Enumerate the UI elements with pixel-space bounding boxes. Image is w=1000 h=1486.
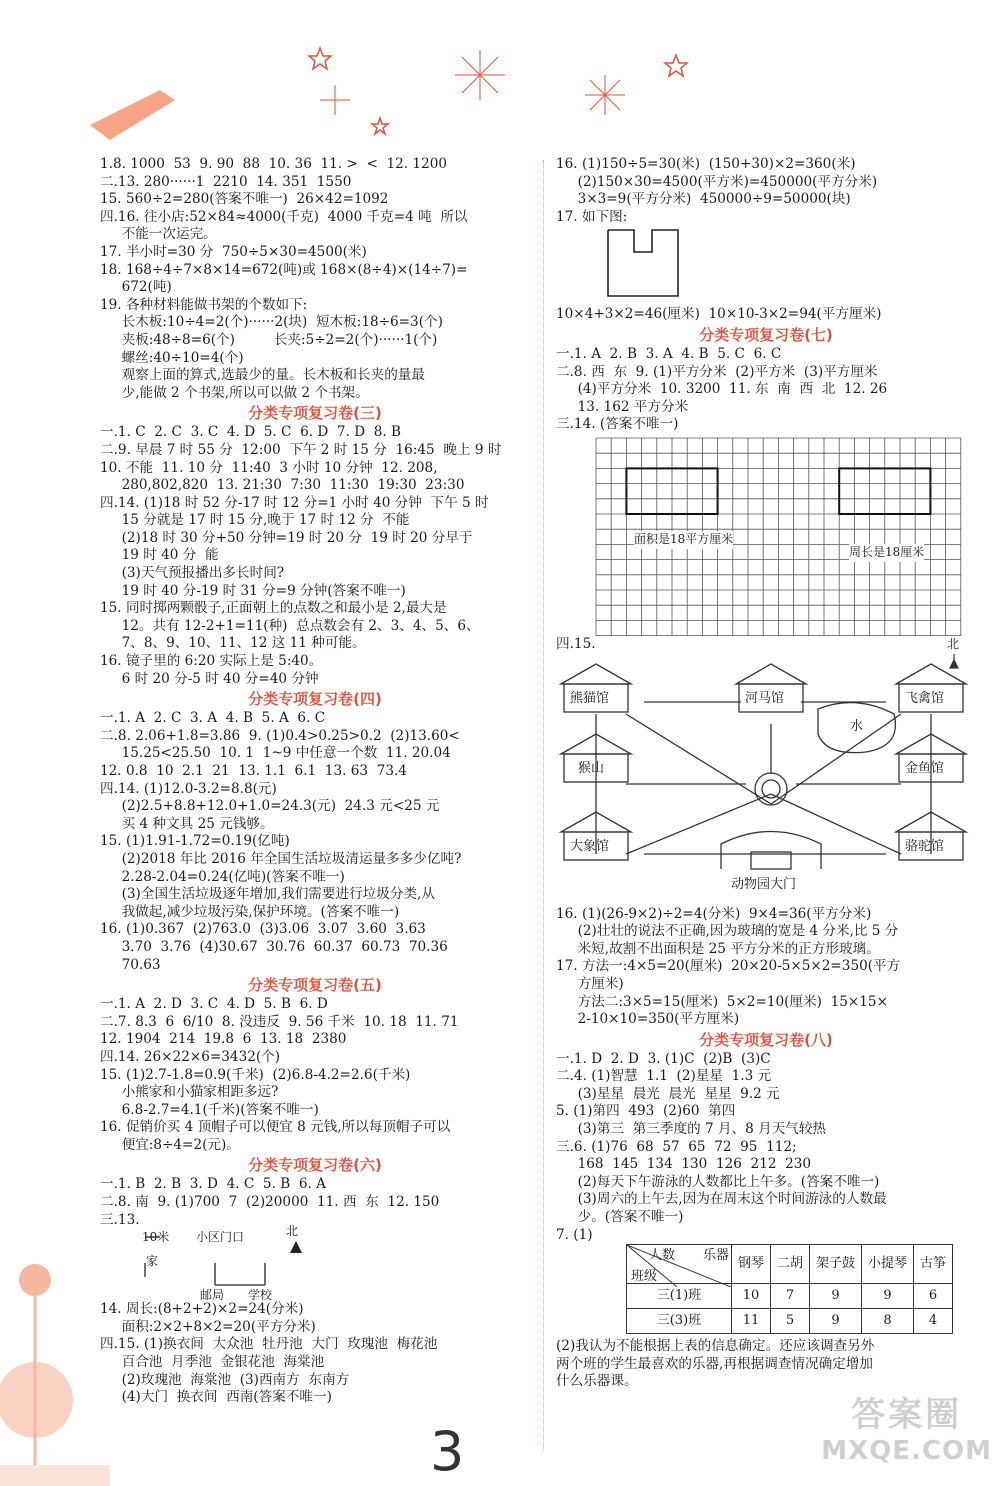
answer-line: 15. 同时掷两颗骰子,正面朝上的点数之和最小是 2,最大是	[100, 600, 447, 617]
map-gate-label: 小区门口	[196, 1230, 245, 1245]
answer-line: 三.13.	[100, 1211, 140, 1228]
section-title: 分类专项复习卷(四)	[248, 690, 382, 709]
table-cell: 9	[810, 1284, 862, 1309]
answer-line: 一.1. B 2. B 3. D 4. C 5. B 6. A	[100, 1176, 326, 1193]
answer-line: (3)星星 晨光 晨光 星星 9.2 元	[556, 1085, 780, 1102]
answer-line: 二.13. 280······1 2210 14. 351 1550	[100, 173, 352, 190]
grid-figure	[556, 434, 976, 636]
answer-line: 少,能做 2 个书架,所以可以做 2 个书架。	[100, 384, 369, 401]
answer-line: 16. 促销价买 4 顶帽子可以便宜 8 元钱,所以每顶帽子可以	[100, 1119, 451, 1136]
north-label: 北	[947, 636, 960, 651]
answer-line: 7、8、9、10、11、12 这 11 种可能。	[100, 635, 366, 652]
answer-line: (2)2018 年比 2016 年全国生活垃圾清运量多多少亿吨?	[100, 850, 462, 867]
section-title: 分类专项复习卷(五)	[248, 976, 382, 995]
answer-line: (2)玫瑰池 海棠池 (3)西南方 东南方	[100, 1371, 350, 1388]
section-title: 分类专项复习卷(六)	[248, 1156, 382, 1175]
answer-line: (3)第三 第三季度的 7 月、8 月天气较热	[556, 1121, 827, 1138]
q17-formula: 10×4+3×2=46(厘米) 10×10-3×2=94(平方厘米)	[556, 306, 882, 323]
answer-line: 17. 方法一:4×5=20(厘米) 20×20-5×5×2=350(平方	[556, 958, 901, 975]
answer-line: (2)2.5+8.8+12.0+1.0=24.3(元) 24.3 元<25 元	[100, 798, 440, 815]
column-divider	[543, 160, 544, 1450]
table-cell: 8	[862, 1309, 914, 1334]
answer-line: 15. (1)2.7-1.8=0.9(千米) (2)6.8-4.2=2.6(千米)	[100, 1066, 411, 1083]
answer-line: 二.4. (1)智慧 1.1 (2)星星 1.3 元	[556, 1068, 772, 1085]
table-header: 钢琴	[732, 1245, 771, 1284]
answer-line: 二.8. 南 9. (1)700 7 (2)20000 11. 西 东 12. 150	[100, 1194, 440, 1211]
answer-line: 6.8-2.7=4.1(千米)(答案不唯一)	[100, 1101, 319, 1118]
instrument-table	[626, 1244, 953, 1334]
answer-line: 一.1. C 2. C 3. C 4. D 5. C 6. D 7. D 8. B	[100, 424, 402, 441]
answer-line: 12. 1904 214 19.8 6 13. 18 2380	[100, 1031, 347, 1048]
zoo-gate-label: 动物园大门	[731, 876, 797, 892]
q17-shape-figure	[556, 226, 976, 306]
answer-line: 三.14. (答案不唯一)	[556, 416, 679, 433]
watermark-line2: MXQE.COM	[821, 1436, 992, 1466]
watermark-line1: 答案圈	[851, 1395, 963, 1435]
answer-line: 168 145 134 130 126 212 230	[556, 1156, 812, 1173]
answer-line: (2)我认为不能根据上表的信息确定。还应该调查另外	[556, 1338, 875, 1355]
answer-line: 夹板:48÷8=6(个) 长夹:5÷2=2(个)······1(个)	[100, 331, 438, 348]
zoo-building-panda: 熊猫馆	[570, 690, 610, 706]
left-column	[100, 156, 530, 1407]
answer-line: 什么乐器课。	[556, 1373, 638, 1390]
table-cell: 4	[914, 1309, 953, 1334]
answer-line: 长木板:10÷4=2(个)······2(块) 短木板:18÷6=3(个)	[100, 314, 443, 331]
answer-line: 7. (1)	[556, 1226, 593, 1243]
grid-area-label: 面积是18平方厘米	[634, 531, 733, 549]
table-header: 架子鼓	[810, 1245, 862, 1284]
corner-bottom: 班级	[631, 1268, 658, 1284]
table-cell: 6	[914, 1284, 953, 1309]
answer-line: 少。(答案不唯一)	[556, 1209, 684, 1226]
answer-line: 672(吨)	[100, 279, 172, 296]
answer-line: 16. (1)150÷5=30(米) (150+30)×2=360(米)	[556, 156, 856, 172]
table-cell: 三(1)班	[627, 1284, 732, 1309]
answer-line: 1.8. 1000 53 9. 90 88 10. 36 11. > < 12. 1200	[100, 156, 448, 172]
answer-line: (2)每天下午游泳的人数都比上午多。(答案不唯一)	[556, 1173, 880, 1190]
answer-line: (4)平方分米 10. 3200 11. 东 南 西 北 12. 26	[556, 381, 888, 398]
firework-icon	[320, 50, 625, 115]
answer-line: 二.9. 早晨 7 时 55 分 12:00 下午 2 时 15 分 16:45 晚上 9 时	[100, 441, 502, 458]
answer-line: 280,802,820 13. 21:30 7:30 11:30 19:30 23:30	[100, 477, 465, 494]
answer-line: 3.70 3.76 (4)30.67 30.76 60.37 60.73 70.36	[100, 938, 448, 955]
table-corner-cell	[627, 1245, 732, 1284]
answer-line: 螺丝:40÷10=4(个)	[100, 349, 244, 366]
map-home-label: 家	[146, 1254, 159, 1269]
answer-line: 一.1. D 2. D 3. (1)C (2)B (3)C	[556, 1050, 771, 1067]
answer-line: 买 4 种文具 25 元钱够。	[100, 815, 274, 832]
answer-line: (4)大门 换衣间 西南(答案不唯一)	[100, 1389, 332, 1406]
section-title: 分类专项复习卷(三)	[248, 404, 382, 423]
answer-line: 16. (1)(26-9×2)÷2=4(分米) 9×4=36(平方分米)	[556, 905, 872, 922]
table-cell: 7	[771, 1284, 810, 1309]
answer-line: 14. 周长:(8+2+2)×2=24(分米)	[100, 1301, 304, 1318]
table-cell: 9	[862, 1284, 914, 1309]
answer-line: 19 时 40 分-19 时 31 分=9 分钟(答案不唯一)	[100, 582, 406, 599]
table-cell: 11	[732, 1309, 771, 1334]
table-cell: 三(3)班	[627, 1309, 732, 1334]
zoo-building-camel: 骆驼馆	[905, 838, 945, 854]
answer-line: 16. 镜子里的 6:20 实际上是 5:40。	[100, 653, 323, 670]
section-title-8: 分类专项复习卷(八)	[699, 1030, 833, 1049]
answer-line: 15. (1)1.91-1.72=0.19(亿吨)	[100, 833, 290, 850]
answer-line: 四.14. (1)18 时 52 分-17 时 12 分=1 小时 40 分钟 下午 5 时	[100, 494, 489, 511]
right-column	[556, 156, 976, 1391]
zoo-building-hippo: 河马馆	[745, 690, 785, 706]
answer-line: 米短,故割不出面积是 25 平方分米的正方形玻璃。	[556, 940, 880, 957]
answer-line: 6 时 20 分-5 时 40 分=40 分钟	[100, 670, 319, 687]
answer-line: 百合池 月季池 金银花池 海棠池	[100, 1354, 325, 1371]
answer-line: 12。共有 12-2+1=11(种) 总点数会有 2、3、4、5、6、	[100, 617, 480, 634]
page-number: 3	[430, 1420, 465, 1483]
answer-line: 一.1. A 2. D 3. C 4. D 5. B 6. D	[100, 996, 328, 1013]
answer-line: 不能一次运完。	[100, 226, 217, 243]
answer-line: 17. 如下图:	[556, 208, 628, 225]
answer-line: (3)天气预报播出多长时间?	[100, 565, 285, 582]
map-school-label: 学校	[248, 1288, 273, 1303]
answer-line: 13. 162 平方分米	[556, 398, 689, 415]
table-cell: 9	[810, 1309, 862, 1334]
zoo-building-goldfish: 金鱼馆	[905, 760, 945, 776]
answer-line: 一.1. A 2. B 3. A 4. B 5. C 6. C	[556, 345, 782, 362]
table-header: 小提琴	[862, 1245, 914, 1284]
answer-line: 我做起,减少垃圾污染,保护环境。(答案不唯一)	[100, 903, 400, 920]
answer-line: 四.14. (1)12.0-3.2=8.8(元)	[100, 780, 277, 797]
table-header: 二胡	[771, 1245, 810, 1284]
answer-line: 15.25<25.50 10. 1 1~9 中任意一个数 11. 20.04	[100, 745, 451, 762]
answer-line: 19 时 40 分 能	[100, 547, 219, 564]
answer-line: 二.7. 8.3 6 6/10 8. 没违反 9. 56 千米 10. 18 11. 71	[100, 1013, 459, 1030]
answer-line: 小熊家和小猫家相距多远?	[100, 1084, 279, 1101]
neighborhood-map	[100, 1224, 530, 1303]
answer-line: 四.15. (1)换衣间 大众池 牡丹池 大门 玫瑰池 梅花池	[100, 1336, 438, 1353]
windmill-decoration	[0, 1240, 110, 1486]
answer-line: 3×3=9(平方分米) 450000÷9=50000(块)	[556, 191, 851, 208]
answer-line: 12. 0.8 10 2.1 21 13. 1.1 6.1 13. 63 73.4	[100, 763, 407, 779]
corner-top: 人数	[649, 1248, 676, 1264]
answer-line: 方法二:3×5=15(厘米) 5×2=10(厘米) 15×15×	[556, 993, 888, 1010]
answer-line: 二.8. 2.06+1.8=3.86 9. (1)0.4>0.25>0.2 (2)13.60<	[100, 727, 460, 744]
grid-perimeter-label: 周长是18厘米	[849, 544, 924, 562]
answer-line: 便宜:8÷4=2(元)。	[100, 1136, 240, 1153]
answer-line: 70.63	[100, 956, 161, 973]
answer-line: (2)150×30=4500(平方米)=450000(平方分米)	[556, 173, 878, 190]
answer-line: 15 分就是 17 时 15 分,晚于 17 时 12 分 不能	[100, 512, 410, 529]
watermark	[821, 1387, 992, 1466]
answer-line: 方厘米)	[556, 975, 624, 992]
table-header: 古筝	[914, 1245, 953, 1284]
answer-line: 一.1. A 2. C 3. A 4. B 5. A 6. C	[100, 710, 326, 727]
answer-line: 17. 半小时=30 分 750÷5×30=4500(米)	[100, 243, 367, 260]
answer-line: (2)壮壮的说法不正确,因为玻璃的宽是 4 分米,比 5 分	[556, 923, 899, 940]
answer-line: 四.16. 往小店:52×84≈4000(千克) 4000 千克=4 吨 所以	[100, 208, 468, 225]
answer-line: 10. 不能 11. 10 分 11:40 3 小时 10 分钟 12. 208,	[100, 459, 438, 476]
answer-line: 二.8. 西 东 9. (1)平方分米 (2)平方米 (3)平方厘米	[556, 363, 878, 380]
answer-line: 19. 各种材料能做书架的个数如下:	[100, 296, 308, 313]
table-row	[627, 1309, 953, 1334]
answer-line: 三.6. (1)76 68 57 65 72 95 112;	[556, 1138, 797, 1155]
answer-line: 2-10×10=350(平方厘米)	[556, 1011, 740, 1028]
header-decoration	[0, 0, 1000, 150]
answer-line: 观察上面的算式,选最少的量。长木板和长夹的量最	[100, 367, 425, 384]
answer-line: 5. (1)第四 493 (2)60 第四	[556, 1103, 736, 1120]
answer-line: 15. 560÷2=280(答案不唯一) 26×42=1092	[100, 191, 389, 208]
q15-label: 四.15.	[556, 635, 596, 652]
zoo-building-elephant: 大象馆	[570, 838, 610, 854]
answer-line: 两个班的学生最喜欢的乐器,再根据调查情况确定增加	[556, 1355, 873, 1372]
pencil-decoration	[90, 90, 175, 140]
zoo-building-monkey: 猴山	[578, 760, 605, 776]
map-scale: 10米	[142, 1230, 170, 1245]
answer-line: 16. (1)0.367 (2)763.0 (3)3.06 3.07 3.60 3.63	[100, 921, 426, 938]
answer-line: (2)18 时 30 分+50 分钟=19 时 20 分 19 时 20 分早于	[100, 529, 473, 546]
answer-line: 面积:2×2+8×2=20(平方分米)	[100, 1318, 316, 1335]
answer-line: 2.28-2.04=0.24(亿吨)(答案不唯一)	[100, 868, 345, 885]
table-row	[627, 1284, 953, 1309]
section-title-7: 分类专项复习卷(七)	[699, 325, 833, 344]
zoo-water-label: 水	[850, 718, 864, 734]
table-cell: 5	[771, 1309, 810, 1334]
map-north-label: 北	[286, 1224, 299, 1239]
corner-right: 乐器	[702, 1248, 729, 1264]
answer-line: 四.14. 26×22×6=3432(个)	[100, 1048, 281, 1065]
map-post-label: 邮局	[200, 1288, 225, 1303]
zoo-building-birds: 飞禽馆	[905, 690, 945, 706]
answer-line: 18. 168÷4÷7×8×14=672(吨)或 168×(8÷4)×(14÷7)=	[100, 261, 468, 278]
star-icon	[309, 48, 687, 134]
answer-line: (3)全国生活垃圾逐年增加,我们需要进行垃圾分类,从	[100, 886, 435, 903]
answer-line: (3)周六的上午去,因为在周末这个时间游泳的人数最	[556, 1191, 887, 1208]
table-cell: 10	[732, 1284, 771, 1309]
